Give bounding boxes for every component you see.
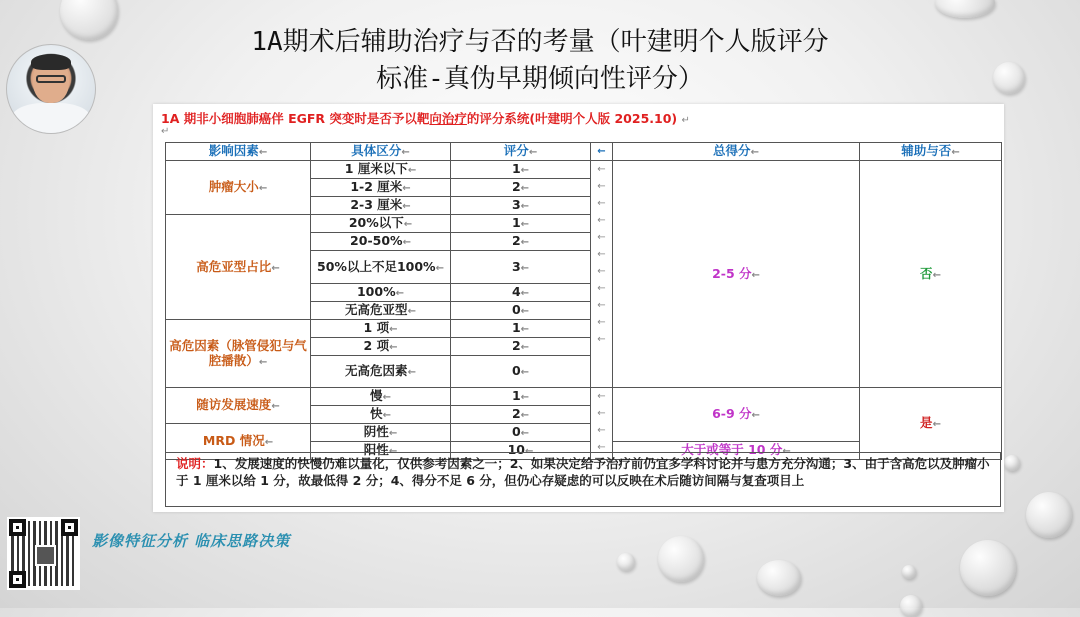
factor-high-risk-subtype: 高危亚型占比← <box>166 215 311 320</box>
header-total: 总得分← <box>613 143 860 161</box>
arrow-cell: ← <box>591 143 613 161</box>
detail-cell: 快← <box>311 406 451 424</box>
detail-cell: 无高危亚型← <box>311 302 451 320</box>
total-range-mid: 6-9 分← <box>613 388 860 442</box>
detail-cell: 阳性← <box>311 442 451 460</box>
score-cell: 1← <box>451 320 591 338</box>
score-cell: 0← <box>451 356 591 388</box>
document-title-part1: 1A 期非小细胞肺癌伴 EGFR 突变时是否予以靶 <box>161 111 430 126</box>
score-cell: 2← <box>451 233 591 251</box>
factor-high-risk-factor: 高危因素（脉管侵犯与气腔播散）← <box>166 320 311 388</box>
score-cell: 2← <box>451 406 591 424</box>
detail-cell: 2-3 厘米← <box>311 197 451 215</box>
detail-cell: 阴性← <box>311 424 451 442</box>
water-drop <box>935 0 995 18</box>
return-mark: ↵ <box>681 115 690 126</box>
return-mark: ↵ <box>161 126 170 137</box>
detail-cell: 20%以下← <box>311 215 451 233</box>
scoring-document <box>153 104 1004 512</box>
factor-growth-speed: 随访发展速度← <box>166 388 311 424</box>
score-cell: 1← <box>451 215 591 233</box>
document-title-underlined: 向治疗 <box>429 111 467 126</box>
water-drop <box>960 540 1016 596</box>
detail-cell: 50%以上不足100%← <box>311 251 451 284</box>
score-cell: 3← <box>451 251 591 284</box>
score-cell: 3← <box>451 197 591 215</box>
factor-mrd: MRD 情况← <box>166 424 311 460</box>
total-range-low: 2-5 分← <box>613 161 860 388</box>
header-detail: 具体区分← <box>311 143 451 161</box>
table-header-row <box>166 143 1002 161</box>
score-cell: 1← <box>451 388 591 406</box>
detail-cell: 1 项← <box>311 320 451 338</box>
score-cell: 10← <box>451 442 591 460</box>
note-box <box>165 452 1001 507</box>
note-text: 1、发展速度的快慢仍难以量化，仅供参考因素之一；2、如果决定给予治疗前仍宜多学科讨论并与患方充分沟通；3、由于含高危以及肿瘤小于 1 厘米以给 1 分，故最低得 2 分；4、得分不足 6 分，但仍心存疑虑的可以反映在术后随访间隔与复查项目上 <box>176 456 990 488</box>
water-drop <box>1026 492 1072 538</box>
total-range-high: 大于或等于 10 分← <box>613 442 860 460</box>
detail-cell: 无高危因素← <box>311 356 451 388</box>
document-title-part2: 的评分系统(叶建明个人版 2025.10) <box>466 111 678 126</box>
water-drop <box>757 560 801 596</box>
detail-cell: 慢← <box>311 388 451 406</box>
score-cell: 0← <box>451 424 591 442</box>
water-drop <box>1004 455 1020 471</box>
detail-cell: 20-50%← <box>311 233 451 251</box>
decision-no: 否← <box>860 161 1002 388</box>
water-drop <box>902 565 916 579</box>
score-cell: 1← <box>451 161 591 179</box>
note-label: 说明： <box>176 456 214 471</box>
water-drop <box>900 595 922 617</box>
decision-yes: 是← <box>860 388 1002 460</box>
arrow-column-top: ← ← ← ← ← ← ← ← ← ← ← <box>591 161 613 388</box>
presenter-avatar <box>6 44 96 134</box>
header-decision: 辅助与否← <box>860 143 1002 161</box>
water-drop <box>993 62 1025 94</box>
slide-title <box>110 24 970 98</box>
score-cell: 2← <box>451 338 591 356</box>
water-drop <box>617 553 635 571</box>
score-cell: 2← <box>451 179 591 197</box>
detail-cell: 2 项← <box>311 338 451 356</box>
qr-code <box>7 517 80 590</box>
footer-slogan: 影像特征分析 临床思路决策 <box>92 532 291 550</box>
detail-cell: 1-2 厘米← <box>311 179 451 197</box>
score-cell: 0← <box>451 302 591 320</box>
header-score: 评分← <box>451 143 591 161</box>
table-row <box>166 388 1002 406</box>
detail-cell: 100%← <box>311 284 451 302</box>
detail-cell: 1 厘米以下← <box>311 161 451 179</box>
scoring-table <box>165 142 1002 460</box>
table-row <box>166 161 1002 179</box>
score-cell: 4← <box>451 284 591 302</box>
header-factor: 影响因素← <box>166 143 311 161</box>
arrow-column-bottom: ← ← ← ← <box>591 388 613 460</box>
document-title <box>161 109 690 127</box>
water-drop <box>658 536 704 582</box>
slide-title-line1: 1A期术后辅助治疗与否的考量（叶建明个人版评分 <box>251 27 829 57</box>
factor-tumor-size: 肿瘤大小← <box>166 161 311 215</box>
slide-title-line2: 标准-真伪早期倾向性评分） <box>376 64 704 94</box>
